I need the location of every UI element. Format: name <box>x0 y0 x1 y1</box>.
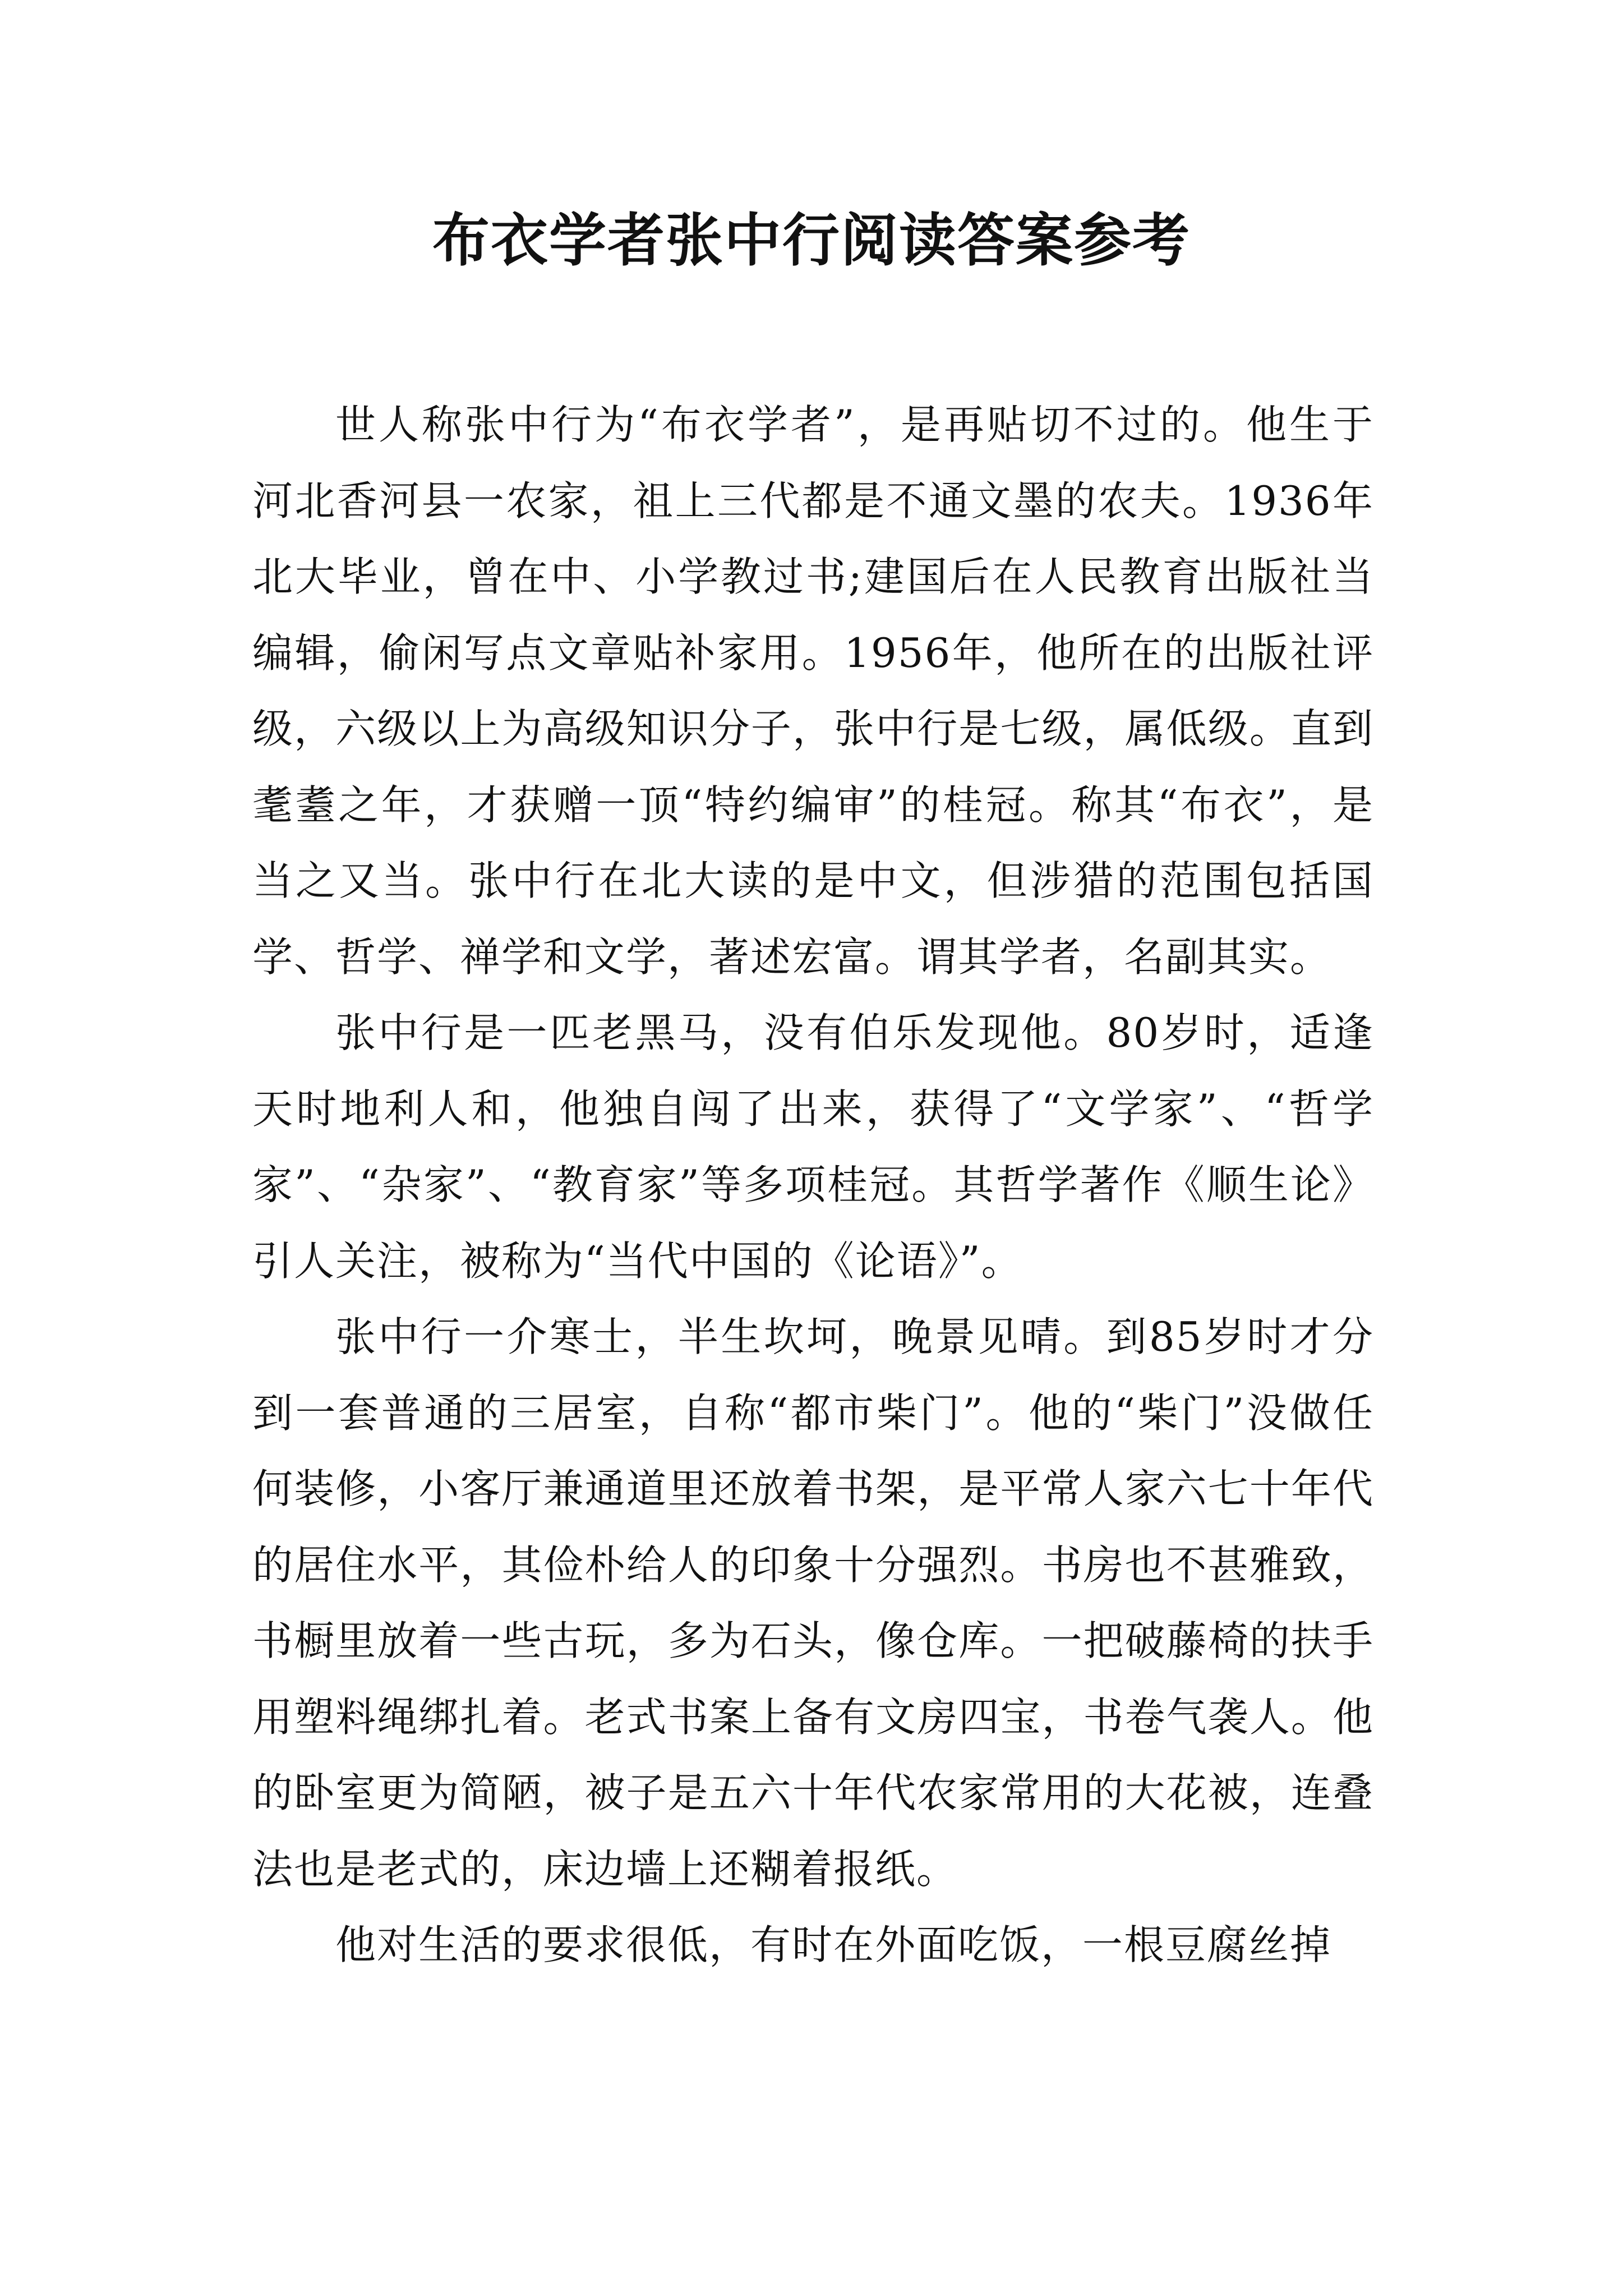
document-title: 布衣学者张中行阅读答案参考 <box>432 208 1191 274</box>
paragraph-1: 世人称张中行为“布衣学者”，是再贴切不过的。他生于河北香河县一农家，祖上三代都是不通文墨的农夫。1936年北大毕业，曾在中、小学教过书;建国后在人民教育出版社当编辑，偷闲写点文章贴补家用。1956年，他所在的出版社评级，六级以上为高级知识分子，张中行是七级，属低级。直到耄耋之年，才获赠一顶“特约编审”的桂冠。称其“布衣”，是当之又当。张中行在北大读的是中文，但涉猎的范围包括国学、哲学、禅学和文学，著述宏富。谓其学者，名副其实。 <box>252 401 1374 981</box>
paragraph-3: 张中行一介寒士，半生坎坷，晚景见晴。到85岁时才分到一套普通的三居室，自称“都市柴门”。他的“柴门”没做任何装修，小客厅兼通道里还放着书架，是平常人家六七十年代的居住水平，其俭朴给人的印象十分强烈。书房也不甚雅致，书橱里放着一些古玩，多为石头，像仓库。一把破藤椅的扶手用塑料绳绑扎着。老式书案上备有文房四宝，书卷气袭人。他的卧室更为简陋，被子是五六十年代农家常用的大花被，连叠法也是老式的，床边墙上还糊着报纸。 <box>252 1313 1374 1893</box>
paragraph-2: 张中行是一匹老黑马，没有伯乐发现他。80岁时，适逢天时地利人和，他独自闯了出来，获得了“文学家”、“哲学家”、“杂家”、“教育家”等多项桂冠。其哲学著作《顺生论》引人关注，被称为“当代中国的《论语》”。 <box>252 1009 1374 1285</box>
paragraph-4: 他对生活的要求很低，有时在外面吃饭，一根豆腐丝掉 <box>335 1921 1332 1968</box>
document-body <box>252 387 1374 1984</box>
